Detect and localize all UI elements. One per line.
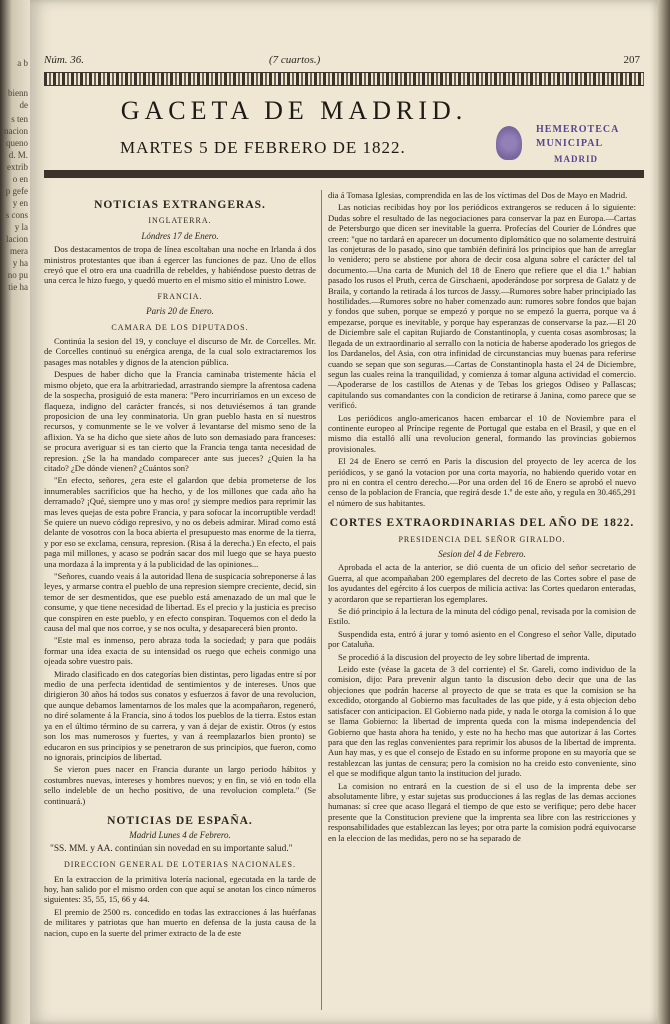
stamp-line: MUNICIPAL: [536, 138, 604, 149]
section-heading: CORTES EXTRAORDINARIAS DEL AÑO DE 1822.: [329, 517, 635, 530]
left-column: [44, 190, 316, 940]
spine-fragment: no pu: [7, 270, 28, 280]
paragraph: En la extraccion de la primitiva lotería nacional, egecutada en la tarde de hoy, han salido por el mismo orden con que aquí se anotan los cinco números siguientes: 35, 55, 15, 66 y 44.: [44, 873, 316, 905]
ornamental-border: [44, 72, 644, 86]
paragraph: El premio de 2500 rs. concedido en todas las extracciones á las huérfanas de militares y patriotas que han muerto en defensa de la justa causa de la nacion, cupo en la suerte del primer extracto de la de este: [44, 906, 316, 938]
spine-fragment: s cons: [5, 210, 28, 220]
right-column: [328, 190, 636, 845]
subsection-heading: PRESIDENCIA DEL SEÑOR GIRALDO.: [398, 534, 566, 544]
stamp-line: HEMEROTECA: [536, 124, 620, 135]
paragraph: "Señores, cuando veais á la autoridad llena de suspicacia sobreponerse á las leyes, y armarse contra el pueblo de una represion siempre creciente, decid, sin temor de ser desmentidos, que ese pueblo está amenazado de un mal que le consume, y que tiene necesidad de libertad. Es el precio y la justicia es preciso que conspiren en este pueblo, y en efecto conspiran. Toquemos con el dedo la causa del mal que nos corroe, y se nos oculta, y desaparecerá bien pronto.: [44, 571, 316, 634]
paragraph: Se dió principio á la lectura de la minuta del código penal, revisada por la comision de Estilo.: [328, 606, 636, 627]
spine-fragment: extrib: [7, 162, 28, 172]
spine-fragment: o en: [12, 174, 28, 184]
spine-fragment: y en: [12, 198, 28, 208]
paragraph: Las noticias recibidas hoy por los periódicos extrangeros se reducen á lo siguiente: Dudas sobre el resultado de las negociaciones para conservar la paz en Europa.—Cartas de Petersburgo que dicen ser inevitable la guerra. Profecías del Courier de Lóndres que creen: "que no tardará en aparecer un documento diplomático que no solamente destruirá las conjeturas de lo pasado, sino que también definirá los principios que han de arreglar lo venidero; pero se abstiene por ahora de decir cosa alguna sobre el carácter del tal documento.—Una carta de Munich del 18 de Enero que refiere que el dia 1.º habian pasado los rusos el Pruth, cerca de Girschaeni, apoderándose por sorpresa de Galatz y de Braila, y cortando la retirada á los turcos de Jassy.—Rumores sobre haber principiado las hostilidades.—Rumores sobre no haber comenzado aun: rumores sobre fondos que bajan y fondos que suben, porque se empezó y porque no se empezó la guerra, porque va á empezarse, porque es inevitable, y porque hay esperanzas de conservarse la paz.—El 20 de Diciembre sale el capitan Rujiardo de Constantinopla, y cuenta cosas asombrosas; la llegada de un extraordinario al serrallo con la noticia de haberse apoderado los griegos de los Dardanelos, del Asia, con otra infinidad de circunstancias muy buenas para referirse cuando se sepan que son seguras.—Cartas de Constantinopla hasta el 24 de Diciembre, segun las cuales reina la tranquilidad, y comienza á tomar alguna actividad el comercio.—Apoderarse de los castillos de Atenas y de Tebas los griegos Odiseo y Pallascas; capitulando sus comandantes con la condicion de retirarse á Janina, como parece que se verificó.: [328, 202, 636, 411]
header-rule: [44, 170, 644, 178]
spine-fragment: lacion: [6, 234, 28, 244]
library-stamp: [496, 122, 646, 172]
paragraph: Leido este (véase la gaceta de 3 del corriente) el Sr. Gareli, como individuo de la comision, dijo: Para prevenir algun tanto la discusion debo decir que una de las objeciones que podrán hacerse al proyecto de que se trata es que la comision se ha excedido, otorgando al Gobierno mas facultades de las que pide, y á esta objecion debo satisfacer con anticipacion. El Gobierno nada pide, y nada le otorga la comision á lo que se llama Gobierno: la libertad de imprenta queda con la misma independencia del Gobierno que hasta ahora ha tenido, y este no ha hecho mas que autorizar á las Cortes para que den las reglas convenientes para reprimir los abusos de la libertad de imprenta. Aun hay mas, y es que el consejo de Estado en su informe propone en su mayoría que se restablezcan las juntas de censura; pero la comision no ha creido esto conveniente, sino el que se modifique algun tanto la institucion del jurado.: [328, 664, 636, 779]
paragraph: "En efecto, señores, ¿era este el galardon que debia prometerse de los innumerables sacrificios que ha hecho, y de los millones que cada año ha derramado? ¡Qué, siempre uno y mas oro! ¡y siempre medios para reprimir las mas leves quejas de esta pobre Francia, y para sofocar la incorruptible verdad! Se quiere un nuevo código represivo, y no os debeis admirar. Mirad como está delante de vosotros con la boca abierta el presupuesto mas enorme de la tierra, y por eso se exclama, censura, represion. (Risa á la derecha.) En efecto, el pais paga mil millones, y acaso se podrán sacar dos mil luego que se haya puesto una mordaza á la imprenta y á la publicidad de las opiniones...: [44, 475, 316, 569]
page-number: 207: [623, 54, 640, 66]
subsection-heading: DIRECCION GENERAL DE LOTERIAS NACIONALES.: [63, 860, 297, 870]
dateline: Madrid Lunes 4 de Febrero.: [129, 830, 231, 841]
country-heading: FRANCIA.: [157, 291, 203, 301]
paragraph: dia á Tomasa Iglesias, comprendida en las de los víctimas del Dos de Mayo en Madrid.: [328, 190, 628, 200]
paragraph: El 24 de Enero se cerró en Paris la discusion del proyecto de ley acerca de los periódicos, y se ganó la votacion por una corta mayoría, no habiendo querido votar en pro ni en contra el centro derecho.—Por una orden del 16 de Enero se aprobó el nuevo censo de la poblacion de Francia, que regirá desde 1.º de este año, y regula en 30.465,291 el número de sus habitantes.: [328, 456, 636, 508]
paragraph: Los periódicos anglo-americanos hacen embarcar el 10 de Noviembre para el continente europeo al Príncipe regente de Portugal que estaba en el Brasil, y que en el mismo dia estalló allí una revolucion general, formando las provincias gobiernos provisionales.: [328, 412, 636, 454]
paragraph: Aprobada el acta de la anterior, se dió cuenta de un oficio del señor secretario de Guerra, al que acompañaban 200 egemplares del decreto de las Cortes sobre el pase de los ayudantes del egército á los cuerpos de milicia activa: las Cortes quedaron enteradas, y acordaron que se repartieran los egemplares.: [328, 562, 636, 604]
masthead-title: GACETA DE MADRID.: [120, 96, 468, 125]
book-spine: [0, 0, 30, 1024]
spine-fragment: s ten: [11, 114, 28, 124]
spine-fragment: a b: [17, 58, 28, 68]
spine-fragment: bienn: [8, 88, 28, 98]
spine-fragment: mera: [10, 246, 28, 256]
stamp-seal-icon: [496, 126, 522, 160]
newspaper-page: [30, 0, 658, 1024]
subsection-heading: CAMARA DE LOS DIPUTADOS.: [111, 322, 249, 332]
page-edge: [658, 0, 670, 1024]
royal-health-notice: "SS. MM. y AA. continúan sin novedad en su importante salud.": [50, 843, 293, 854]
column-divider: [321, 190, 322, 1010]
paragraph: Se vieron pues nacer en Francia durante un largo periodo hábitos y costumbres nuevas, intereses y hombres nuevos; y en fin, se vió en todo ella sello indeleble de un hecho positivo, de una revolucion completa." (Se continuará.): [44, 764, 316, 806]
spine-fragment: y ha: [12, 258, 28, 268]
spine-fragment: y la: [14, 222, 28, 232]
paragraph: Mirado clasificado en dos categorías bien distintas, pero ligadas entre sí por medio de una perfecta identidad de sentimientos y de intereses. Unos que dirigieron 30 años há todos sus conatos y esfuerzos á favor de una revolucion, que aunque debamos lamentarnos de los males que la acompañaron, regeneró, no diré solamente á la Francia, sino á todos los pueblos de la tierra. Estos estan ya en el último término de su carrera, y van á dejar de existir. Otros (y estos son los mas numerosos y fuertes, y van á reemplazarlos bien pronto) se educaron en sus principios y se penetraron de sus principios, que fueron, como no ignorais, principios de libertad.: [44, 668, 316, 762]
paragraph: Despues de haber dicho que la Francia caminaba tristemente hácia el mismo objeto, que era la arbitrariedad, arrastrando siempre la afrentosa cadena de la sospecha, prosiguió de esta manera: "Pero incurriríamos en un exceso de flaqueza, indigno del carácter francés, si nos detuviésemos á tan grande proposicion de una ley conminatoria. Un gran pueblo hasta en sí nuestros recursos, y comunmente se le ve volver á levantarse del mismo seno de la aflixion. Ya se ha dicho que siete años de luto son demasiado para franceses: se procura averiguar si es tan cierto que la Francia tenga tanta necesidad de represion. ¿Se la ha mandado comparecer ante sus jueces? ¿Quien la ha citado? ¿De dónde vienen? ¿Cuántos son?: [44, 369, 316, 473]
stamp-line: MADRID: [554, 154, 598, 164]
paragraph: Suspendida esta, entró á jurar y tomó asiento en el Congreso el señor Valle, diputado por Cataluña.: [328, 628, 636, 650]
paragraph: La comision no entrará en la cuestion de si el uso de la imprenta debe ser absolutamente libre, y estar sujetas sus producciones á las reglas de las demas acciones humanas: sí cree que acaso llegará el tiempo de que esto se verifique; pero debe hacer presente que la Constitucion previene que la imprenta sea libre con las restricciones y responsabilidades que establezcan las leyes; por otra parte la comision podrá equivocarse en la eleccion de las medidas, pero no se ha separado de: [328, 780, 636, 843]
spine-fragment: d. M.: [8, 150, 28, 160]
section-heading: NOTICIAS DE ESPAÑA.: [107, 814, 253, 827]
dateline: Lóndres 17 de Enero.: [141, 230, 219, 241]
issue-number: Núm. 36.: [44, 54, 85, 66]
spine-fragment: p gefe: [5, 186, 28, 196]
paragraph: Dos destacamentos de tropa de línea escoltaban una noche en Irlanda á dos ministros protestantes que iban á egercer las funciones de paz. Uno de ellos creyó que el otro era una cuadrilla de rebeldes, y habiéndose puesto detras de una cerca le hizo fuego, y quedó muerto en el mismo sitio el ministro Lowe.: [44, 244, 316, 286]
paragraph: Se procedió á la discusion del proyecto de ley sobre libertad de imprenta.: [338, 651, 590, 662]
country-heading: INGLATERRA.: [148, 216, 212, 226]
paragraph: "Este mal es inmenso, pero abraza toda la sociedad; y para que podáis formar una idea exacta de su intensidad os ruego que echeis conmigo una ojeada sobre vuestro pais.: [44, 635, 316, 667]
issue-price: (7 cuartos.): [269, 54, 321, 66]
section-heading: NOTICIAS EXTRANGERAS.: [94, 199, 266, 211]
spine-fragment: nacion: [4, 126, 28, 136]
paragraph: Continúa la sesion del 19, y concluye el discurso de Mr. de Corcelles. Mr. de Corcelles continuó su enérgica arenga, de la cual solo extractaremos los pasages mas notables y dignos de la atencion pública.: [44, 336, 316, 367]
spine-fragment: queno: [6, 138, 28, 148]
page-header-row: [44, 54, 646, 70]
dateline: Paris 20 de Enero.: [146, 306, 214, 317]
spine-fragment: de: [19, 100, 28, 110]
spine-fragment: tie ha: [8, 282, 28, 292]
issue-date: MARTES 5 DE FEBRERO DE 1822.: [120, 138, 406, 157]
dateline: Sesion del 4 de Febrero.: [438, 549, 526, 559]
